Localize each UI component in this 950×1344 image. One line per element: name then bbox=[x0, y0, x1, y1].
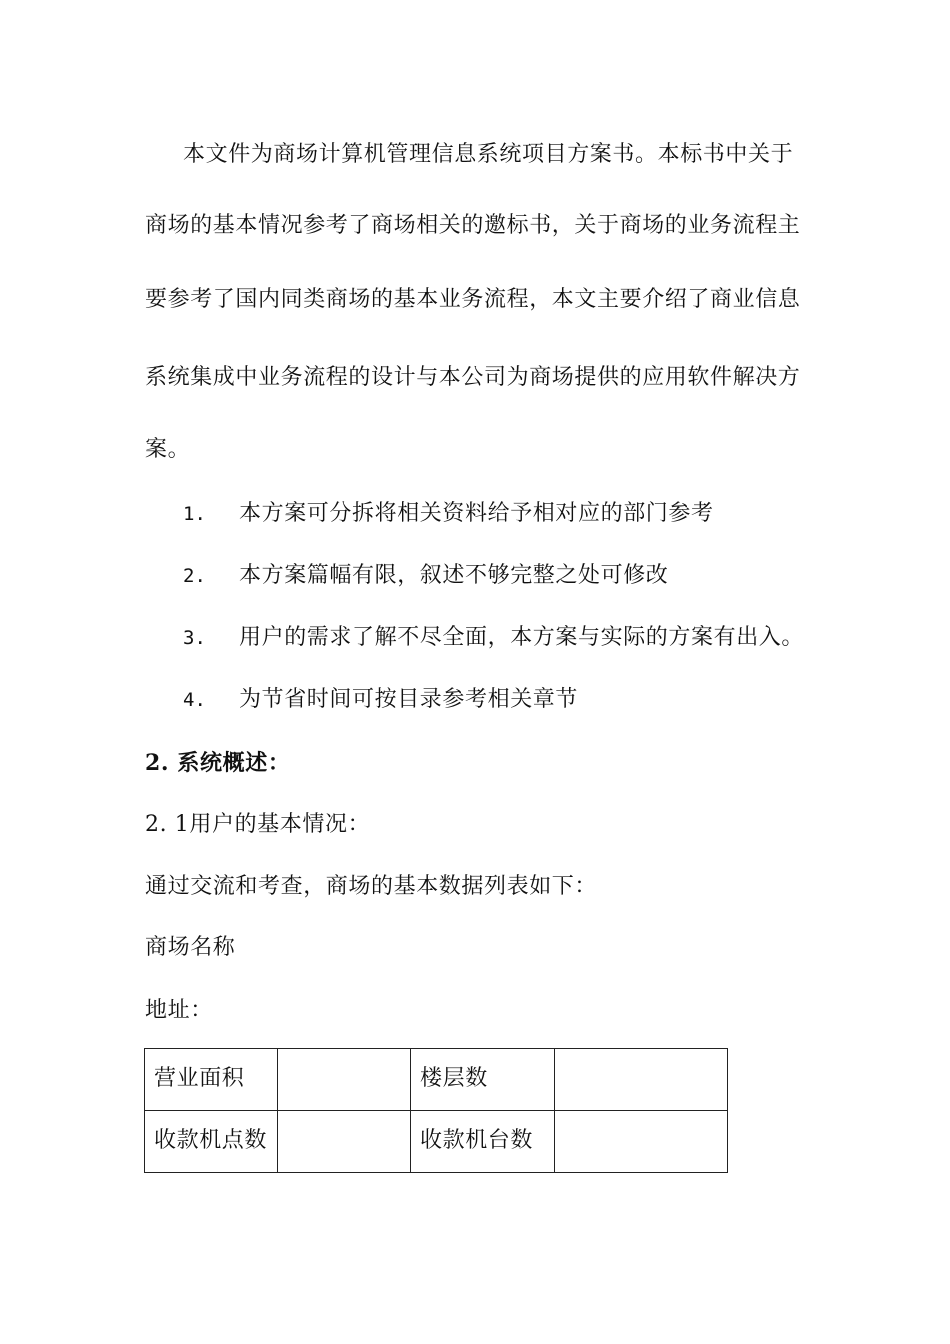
note-number: 1. bbox=[183, 503, 206, 525]
intro-line-1: 本文件为商场计算机管理信息系统项目方案书。本标书中关于 bbox=[183, 142, 794, 167]
table-cell-business-area-label: 营业面积 bbox=[145, 1049, 278, 1111]
table-cell-checkout-points-value bbox=[278, 1111, 411, 1173]
note-item-3 bbox=[183, 622, 804, 653]
table-cell-cash-registers-value bbox=[555, 1111, 728, 1173]
subsection-heading: 2. 1用户的基本情况： bbox=[145, 812, 371, 837]
note-text: 用户的需求了解不尽全面，本方案与实际的方案有出入。 bbox=[239, 625, 805, 650]
table-cell-business-area-value bbox=[278, 1049, 411, 1111]
table-cell-cash-registers-label: 收款机台数 bbox=[411, 1111, 555, 1173]
note-text: 为节省时间可按目录参考相关章节 bbox=[239, 687, 579, 712]
intro-line-5: 案。 bbox=[145, 437, 191, 462]
table-lead-text: 通过交流和考查，商场的基本数据列表如下： bbox=[145, 874, 598, 899]
mall-name-label: 商场名称 bbox=[145, 935, 236, 960]
address-label: 地址： bbox=[145, 998, 213, 1023]
note-item-4 bbox=[183, 684, 578, 715]
note-number: 2. bbox=[183, 565, 206, 587]
table-row bbox=[145, 1111, 728, 1173]
note-item-2 bbox=[183, 560, 668, 591]
table-cell-floors-value bbox=[555, 1049, 728, 1111]
note-number: 4. bbox=[183, 689, 206, 711]
table-cell-checkout-points-label: 收款机点数 bbox=[145, 1111, 278, 1173]
intro-line-3: 要参考了国内同类商场的基本业务流程，本文主要介绍了商业信息 bbox=[145, 287, 801, 312]
note-text: 本方案可分拆将相关资料给予相对应的部门参考 bbox=[239, 501, 714, 526]
note-item-1 bbox=[183, 498, 714, 529]
intro-line-4: 系统集成中业务流程的设计与本公司为商场提供的应用软件解决方 bbox=[145, 365, 801, 390]
mall-basic-data-table bbox=[144, 1048, 728, 1173]
note-text: 本方案篇幅有限，叙述不够完整之处可修改 bbox=[239, 563, 669, 588]
table-cell-floors-label: 楼层数 bbox=[411, 1049, 555, 1111]
note-number: 3. bbox=[183, 627, 206, 649]
section-heading: 2. 系统概述： bbox=[145, 750, 291, 776]
table-row bbox=[145, 1049, 728, 1111]
intro-line-2: 商场的基本情况参考了商场相关的邀标书，关于商场的业务流程主 bbox=[145, 213, 801, 238]
